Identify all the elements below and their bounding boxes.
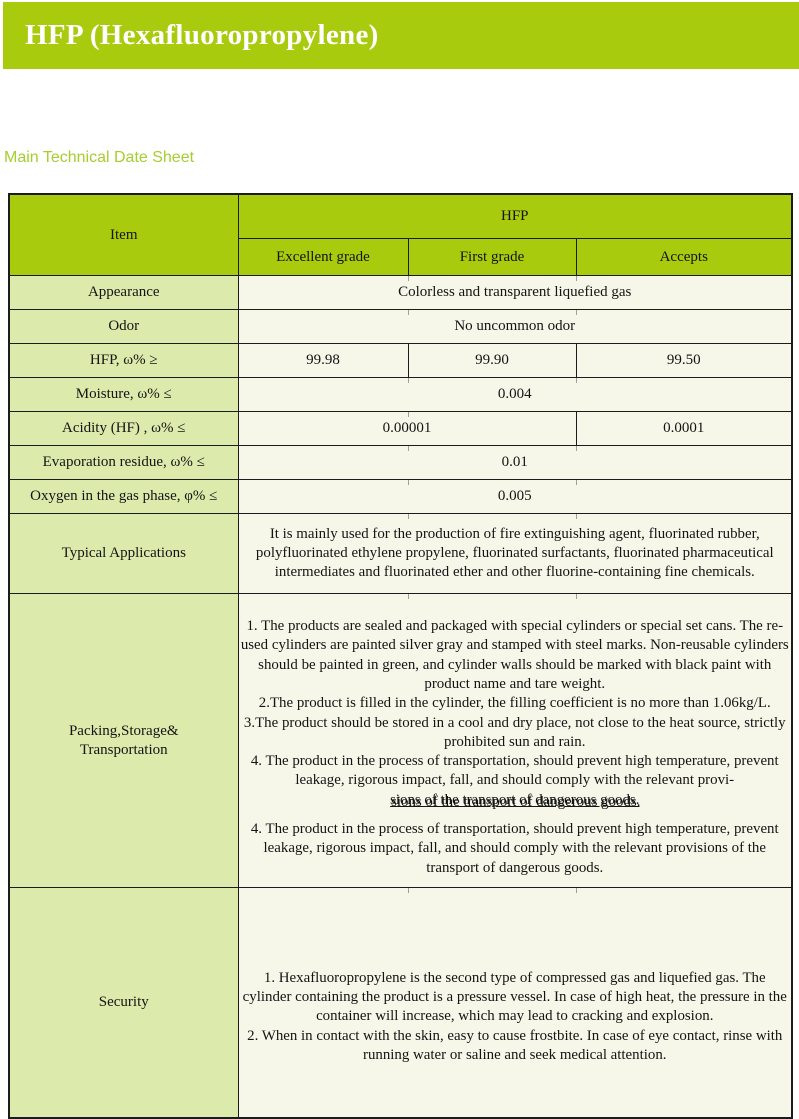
typical-applications-text-cell	[238, 514, 792, 594]
packing-item4: 4. The product in the process of transportation, should prevent high temperature, prevent leakage, rigorous impact, fall, and should comply with the relevant provi-	[250, 753, 779, 789]
item-header-cell: Item	[9, 194, 238, 276]
security-text-cell	[238, 888, 792, 1119]
table-row-hfp-purity	[9, 344, 792, 378]
grade-header-excellent: Excellent grade	[238, 239, 408, 276]
acidity-value-excellent-first: 0.00001	[238, 412, 576, 446]
table-row-odor	[9, 310, 792, 344]
section-title: Main Technical Date Sheet	[4, 149, 195, 166]
spec-table	[8, 193, 793, 1119]
packing-text-cell	[238, 594, 792, 888]
page-banner	[3, 2, 799, 69]
hfp-value-excellent: 99.98	[238, 344, 408, 378]
appearance-value: Colorless and transparent liquefied gas	[238, 276, 792, 310]
hfp-value-accepts: 99.50	[576, 344, 792, 378]
table-row-appearance	[9, 276, 792, 310]
security-item1: 1. Hexafluoropropylene is the second type of compressed gas and liquefied gas. The cylinder containing the product is a pressure vessel. In case of high heat, the pressure in the container will increase, which may lead to cracking and explosion.	[242, 969, 787, 1025]
row-label-oxygen: Oxygen in the gas phase, φ% ≤	[9, 480, 238, 514]
packing-label-line2: Transportation	[79, 741, 168, 758]
moisture-value: 0.004	[238, 378, 792, 412]
table-row-packing-storage-transportation	[9, 594, 792, 888]
acidity-value-accepts: 0.0001	[576, 412, 792, 446]
table-row-moisture	[9, 378, 792, 412]
packing-item2: 2.The product is filled in the cylinder, the filling coefficient is no more than 1.06kg/L.	[258, 695, 771, 712]
grade-header-first: First grade	[408, 239, 576, 276]
page-title: HFP (Hexafluoropropylene)	[25, 19, 379, 51]
row-label-appearance: Appearance	[9, 276, 238, 310]
table-row-security	[9, 888, 792, 1119]
row-label-odor: Odor	[9, 310, 238, 344]
row-label-hfp-purity: HFP, ω% ≥	[9, 344, 238, 378]
row-label-packing-storage-transportation	[9, 594, 238, 888]
packing-label-line1: Packing,Storage&	[68, 722, 179, 739]
product-header-cell: HFP	[238, 194, 792, 239]
table-header-row-product	[9, 194, 792, 239]
security-item2: 2. When in contact with the skin, easy to cause frostbite. In case of eye contact, rinse with running water or saline and seek medical attention.	[247, 1027, 783, 1063]
row-label-security: Security	[9, 888, 238, 1119]
grade-header-accepts: Accepts	[576, 239, 792, 276]
table-row-evaporation-residue	[9, 446, 792, 480]
packing-item3: 3.The product should be stored in a cool and dry place, not close to the heat source, strictly prohibited sun and rain.	[243, 714, 786, 750]
packing-item4-repeat: 4. The product in the process of transportation, should prevent high temperature, prevent leakage, rigorous impact, fall, and should comply with the relevant provisions of the transport of dangerous goods.	[250, 821, 779, 876]
packing-item4-overprint-line: sions of the transport of dangerous goods. sions of the transport of dangerous goods.	[390, 791, 639, 810]
packing-item1: 1. The products are sealed and packaged with special cylinders or special set cans. The re-used cylinders are painted silver gray and stamped with steel marks. Non-reusable cylinders should be painted in green, and cylinder walls should be marked with black paint with product name and tare weight.	[240, 618, 789, 692]
hfp-value-first: 99.90	[408, 344, 576, 378]
typical-applications-text: It is mainly used for the production of fire extinguishing agent, fluorinated rubber, polyfluorinated ethylene propylene, fluorinated surfactants, fluorinated pharmaceutical intermediates and fluorinated ether and other fluorine-containing fine chemicals.	[255, 525, 774, 581]
row-label-moisture: Moisture, ω% ≤	[9, 378, 238, 412]
row-label-acidity: Acidity (HF) , ω% ≤	[9, 412, 238, 446]
evaporation-residue-value: 0.01	[238, 446, 792, 480]
table-row-typical-applications	[9, 514, 792, 594]
odor-value: No uncommon odor	[238, 310, 792, 344]
row-label-evaporation-residue: Evaporation residue, ω% ≤	[9, 446, 238, 480]
row-label-typical-applications: Typical Applications	[9, 514, 238, 594]
table-row-oxygen	[9, 480, 792, 514]
table-row-acidity	[9, 412, 792, 446]
oxygen-value: 0.005	[238, 480, 792, 514]
